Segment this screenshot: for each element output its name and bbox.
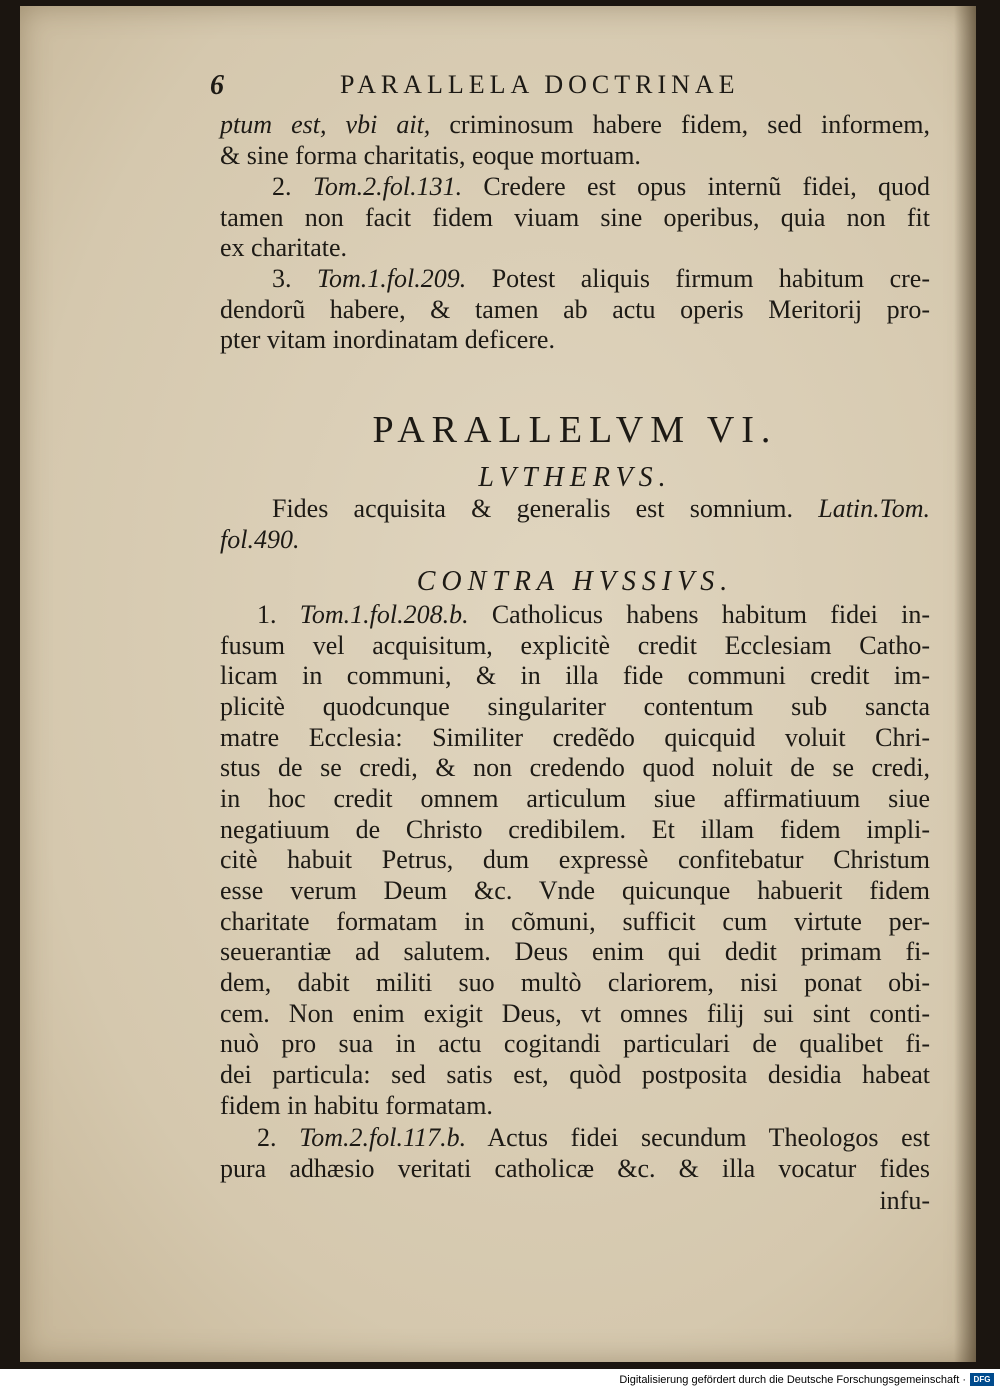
text-line: & sine forma charitatis, eoque mortuam. — [220, 141, 641, 170]
reference-line: fol.490. — [220, 525, 300, 554]
contra-subheading: CONTRA HVSSIVS. — [416, 566, 734, 597]
digitization-footer — [0, 1369, 1000, 1391]
text-line: dendorũ habere, & tamen ab actu operis Meritorij pro- — [220, 295, 930, 324]
text-span: criminosum habere fidem, sed informem, — [430, 110, 930, 139]
luther-subheading: LVTHERVS. — [478, 462, 672, 493]
text-line: plicitè quodcunque singulariter contentum sub sancta — [220, 692, 930, 721]
contra-2-line — [257, 1123, 930, 1153]
text-span: Actus fidei secundum Theologos est — [466, 1123, 931, 1152]
catchword: infu- — [879, 1186, 930, 1215]
text-span: Potest aliquis firmum habitum cre- — [466, 264, 930, 293]
section-heading: PARALLELVM VI. — [372, 409, 778, 451]
reference: Latin.Tom. — [818, 494, 931, 523]
text-line: ex charitate. — [220, 233, 348, 262]
dfg-logo: DFG — [970, 1373, 994, 1386]
text-line: matre Ecclesia: Similiter credẽdo quicquid voluit Chri- — [220, 723, 930, 752]
text-line: fusum vel acquisitum, explicitè credit Ecclesiam Catho- — [220, 631, 930, 660]
text-line: tamen non facit fidem viuam sine operibus, quia non fit — [220, 203, 930, 232]
reference: Tom.1.fol.209. — [316, 264, 467, 293]
item-number: 2. — [257, 1123, 277, 1152]
reference: Tom.2.fol.117.b. — [299, 1123, 467, 1152]
text-line: negatiuum de Christo credibilem. Et illam fidem impli- — [220, 815, 930, 844]
running-title: PARALLELA DOCTRINAE — [340, 70, 740, 99]
item-2-line — [272, 172, 930, 202]
item-3-line — [272, 264, 930, 294]
text-line: cem. Non enim exigit Deus, vt omnes filij sui sint conti- — [220, 999, 930, 1028]
text-span: Catholicus habens habitum fidei in- — [468, 600, 930, 629]
text-span: Credere est opus internũ fidei, quod — [462, 172, 931, 201]
item-number: 3. — [272, 264, 292, 293]
page-gutter-shadow — [954, 6, 976, 1362]
running-header — [210, 70, 930, 104]
luther-line — [272, 494, 930, 524]
reference: Tom.1.fol.208.b. — [299, 600, 469, 629]
text-line: in hoc credit omnem articulum siue affirmatiuum siue — [220, 784, 930, 813]
footer-text: Digitalisierung gefördert durch die Deutsche Forschungsgemeinschaft · — [619, 1374, 966, 1386]
item-number: 1. — [257, 600, 277, 629]
item-number: 2. — [272, 172, 292, 201]
text-line: esse verum Deum &c. Vnde quicunque habuerit fidem — [220, 876, 930, 905]
text-line: fidem in habitu formatam. — [220, 1091, 493, 1120]
text-line: nuò pro sua in actu cogitandi particulari de qualibet fi- — [220, 1029, 930, 1058]
text-line — [220, 110, 930, 140]
text-line: dem, dabit militi suo multò clariorem, nisi ponat obi- — [220, 968, 930, 997]
text-line: licam in communi, & in illa fide communi credit im- — [220, 661, 930, 690]
text-line: pter vitam inordinatam deficere. — [220, 325, 555, 354]
text-line: citè habuit Petrus, dum expressè confitebatur Christum — [220, 845, 930, 874]
contra-1-line — [257, 600, 930, 630]
reference: Tom.2.fol.131. — [312, 172, 463, 201]
text-line: pura adhæsio veritati catholicæ &c. & illa vocatur fides — [220, 1154, 930, 1183]
text-line: dei particula: sed satis est, quòd postposita desidia habeat — [220, 1060, 930, 1089]
text-span: Fides acquisita & generalis est somnium. — [272, 494, 794, 523]
text-line: charitate formatam in cõmuni, sufficit cum virtute per- — [220, 907, 930, 936]
text-line: seuerantiæ ad salutem. Deus enim qui dedit primam fi- — [220, 937, 930, 966]
page-number: 6 — [210, 70, 224, 101]
italic-phrase: ptum est, vbi ait, — [220, 110, 431, 139]
text-line: stus de se credi, & non credendo quod noluit de se credi, — [220, 753, 930, 782]
